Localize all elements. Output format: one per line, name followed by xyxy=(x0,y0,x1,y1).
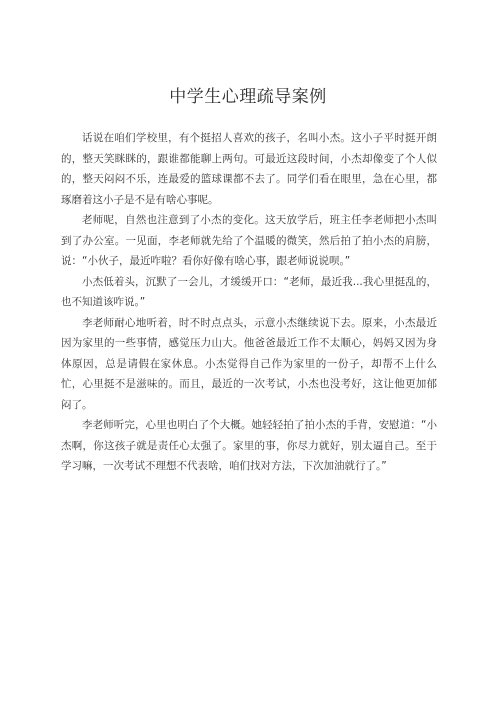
paragraph-3: 小杰低着头，沉默了一会儿，才缓缓开口：“老师，最近我...我心里挺乱的，也不知道该咋说。” xyxy=(61,275,437,308)
paragraph-2: 老师呢，自然也注意到了小杰的变化。这天放学后，班主任李老师把小杰叫到了办公室。一见面，李老师就先给了个温暖的微笑，然后拍了拍小杰的肩膀，说：“小伙子，最近咋啦？看你好像有啥心事，跟老师说说呗。” xyxy=(61,214,437,267)
document-title: 中学生心理疏导案例 xyxy=(169,87,327,107)
paragraph-5: 李老师听完，心里也明白了个大概。她轻轻拍了拍小杰的手背，安慰道：“小杰啊，你这孩子就是责任心太强了。家里的事，你尽力就好，别太逼自己。至于学习嘛，一次考试不理想不代表啥，咱们找对方法，下次加油就行了。” xyxy=(61,419,437,472)
paragraph-4: 李老师耐心地听着，时不时点点头，示意小杰继续说下去。原来，小杰最近因为家里的一些事情，感觉压力山大。他爸爸最近工作不太顺心，妈妈又因为身体原因，总是请假在家休息。小杰觉得自己作为家里的一份子，却帮不上什么忙，心里挺不是滋味的。而且，最近的一次考试，小杰也没考好，这让他更加郁闷了。 xyxy=(61,316,437,411)
paragraph-1: 话说在咱们学校里，有个挺招人喜欢的孩子，名叫小杰。这小子平时挺开朗的，整天笑眯眯的，跟谁都能聊上两句。可最近这段时间，小杰却像变了个人似的，整天闷闷不乐，连最爱的篮球课都不去了。同学们看在眼里，急在心里，都琢磨着这小子是不是有啥心事呢。 xyxy=(61,132,437,206)
document-body xyxy=(61,128,437,477)
